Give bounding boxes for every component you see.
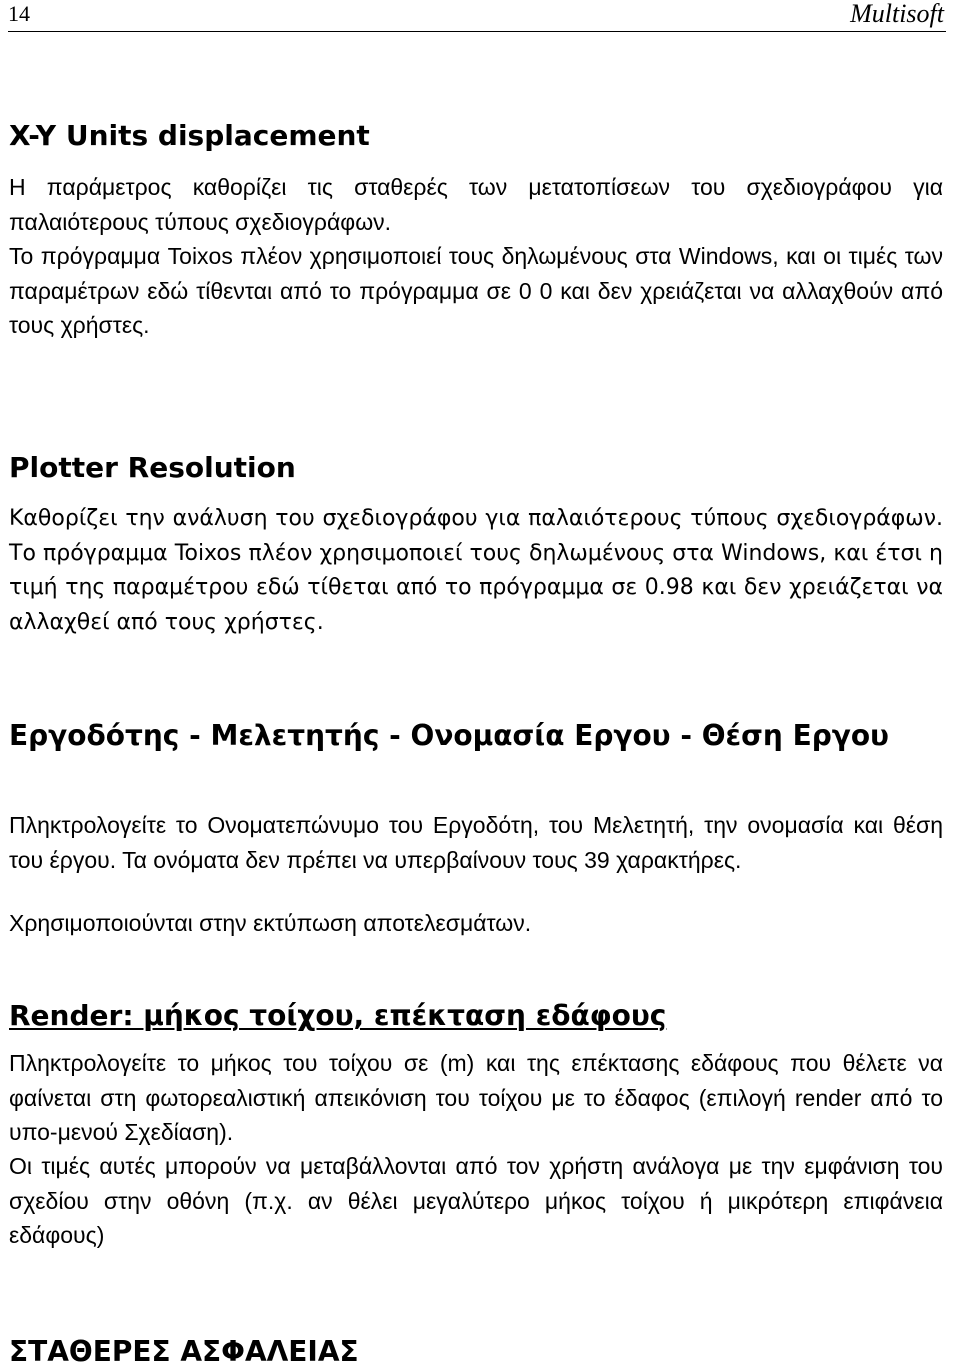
header-rule — [8, 31, 946, 32]
paragraph-xy-units-2: Το πρόγραμμα Toixos πλέον χρησιμοποιεί τους δηλωμένους στα Windows, και οι τιμές των παραμέτρων εδώ τίθενται από το πρόγραμμα σε 0 0 και δεν χρειάζεται να αλλαχθούν από τους χρήστες. — [9, 243, 943, 338]
page-number: 14 — [8, 1, 30, 26]
paragraph-render-2: Οι τιμές αυτές μπορούν να μεταβάλλονται από τον χρήστη ανάλογα με την εμφάνιση του σχεδίου στην οθόνη (π.χ. αν θέλει μεγαλύτερο μήκος τοίχου ή μικρότερη επιφάνεια εδάφους) — [9, 1153, 943, 1248]
paragraph-employer-names: Πληκτρολογείτε το Ονοματεπώνυμο του Εργοδότη, του Μελετητή, την ονομασία και θέση του έργου. Τα ονόματα δεν πρέπει να υπερβαίνουν τους 39 χαρακτήρες. — [9, 812, 943, 873]
heading-employer-engineer-project: Εργοδότης - Μελετητής - Ονομασία Εργου - Θέση Εργου — [9, 719, 889, 752]
paragraph-xy-units-1: Η παράμετρος καθορίζει τις σταθερές των μετατοπίσεων του σχεδιογράφου για παλαιότερους τύπους σχεδιογράφων. — [9, 174, 943, 235]
running-header — [0, 0, 960, 34]
paragraph-employer-usage: Χρησιμοποιούνται στην εκτύπωση αποτελεσμάτων. — [9, 910, 532, 936]
paragraph-plotter-resolution: Καθορίζει την ανάλυση του σχεδιογράφου για παλαιότερους τύπους σχεδιογράφων. Το πρόγραμμα Toixos πλέον χρησιμοποιεί τους δηλωμένους στα Windows, και έτσι η τιμή της παραμέτρου εδώ τίθεται από το πρόγραμμα σε 0.98 και δεν χρειάζεται να αλλαχθεί από τους χρήστες. — [9, 506, 943, 635]
header-brand: Multisoft — [850, 0, 944, 28]
heading-safety-constants: ΣΤΑΘΕΡΕΣ ΑΣΦΑΛΕΙΑΣ — [9, 1335, 359, 1368]
paragraph-render-1: Πληκτρολογείτε το μήκος του τοίχου σε (m) και της επέκτασης εδάφους που θέλετε να φαίνεται στη φωτορεαλιστική απεικόνιση του τοίχου με το έδαφος (επιλογή render από το υπο-μενού Σχεδίαση). — [9, 1050, 943, 1145]
heading-render: Render: μήκος τοίχου, επέκταση εδάφους — [9, 999, 667, 1032]
heading-xy-units-displacement: X-Y Units displacement — [9, 119, 370, 152]
heading-plotter-resolution: Plotter Resolution — [9, 451, 296, 484]
